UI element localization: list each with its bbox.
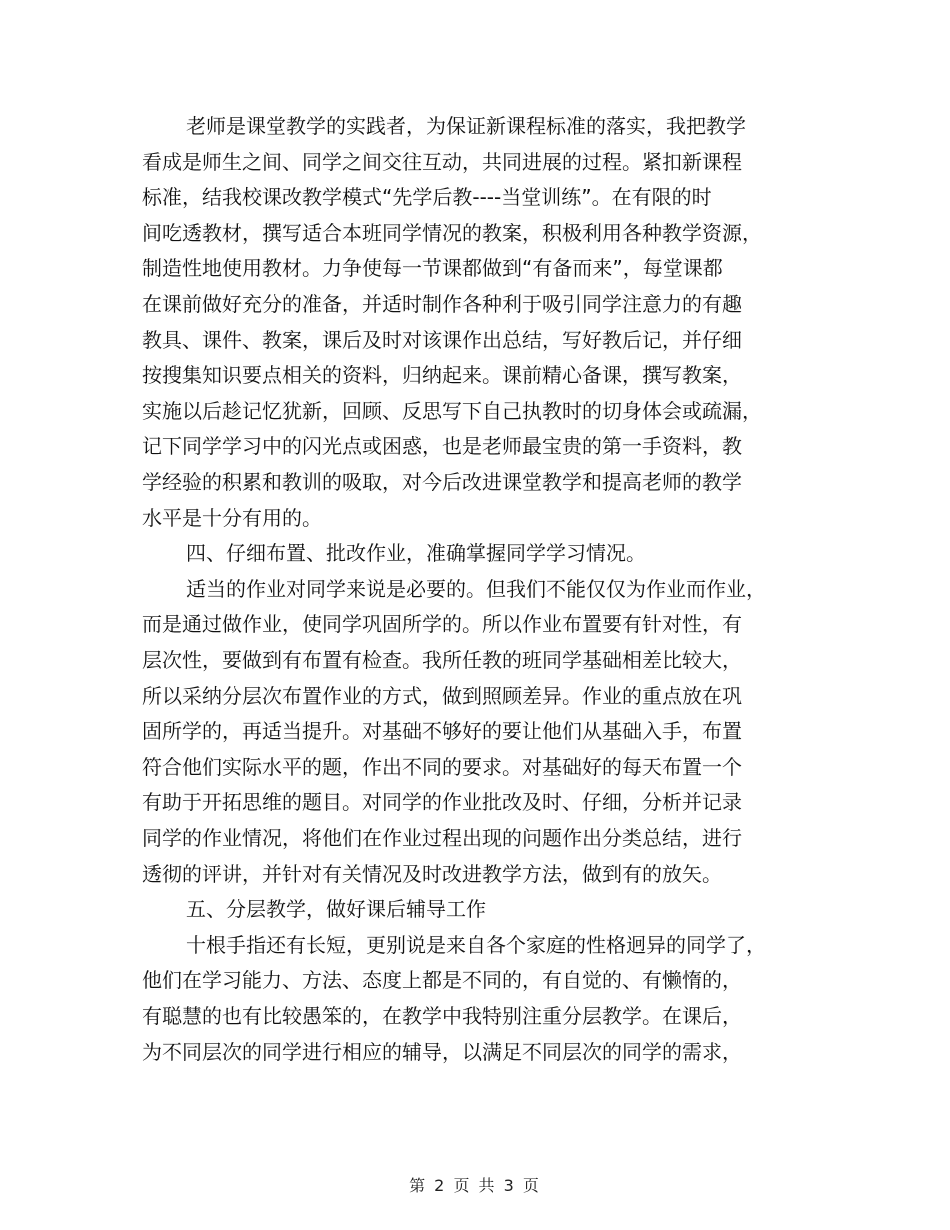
body-line: 按搜集知识要点相关的资料，归纳起来。课前精心备课，撰写教案， [142,363,742,388]
body-line: 有助于开拓思维的题目。对同学的作业批改及时、仔细，分析并记录 [142,790,742,815]
body-line: 为不同层次的同学进行相应的辅导，以满足不同层次的同学的需求， [142,1039,742,1064]
body-line: 学经验的积累和教训的吸取，对今后改进课堂教学和提高老师的教学 [142,470,742,494]
body-line: 同学的作业情况，将他们在作业过程出现的问题作出分类总结，进行 [142,826,742,850]
body-line: 记下同学学习中的闪光点或困惑，也是老师最宝贵的第一手资料，教 [142,434,742,459]
section-heading: 四、仔细布置、批改作业，准确掌握同学学习情况。 [186,541,646,566]
body-line: 在课前做好充分的准备，并适时制作各种利于吸引同学注意力的有趣 [142,292,742,316]
body-line: 水平是十分有用的。 [142,505,322,530]
body-line: 他们在学习能力、方法、态度上都是不同的，有自觉的、有懒惰的， [142,968,742,993]
page-footer: 第 2 页 共 3 页 [409,1176,541,1195]
body-line: 所以采纳分层次布置作业的方式，做到照顾差异。作业的重点放在巩 [142,683,742,708]
body-line: 十根手指还有长短，更别说是来自各个家庭的性格迥异的同学了， [186,932,766,957]
body-line: 固所学的，再适当提升。对基础不够好的要让他们从基础入手，布置 [142,719,742,744]
body-line: 标准，结我校课改教学模式“先学后教----当堂训练”。在有限的时 [142,185,712,210]
body-line: 教具、课件、教案，课后及时对该课作出总结，写好教后记，并仔细 [142,327,742,352]
body-line: 实施以后趁记忆犹新，回顾、反思写下自己执教时的切身体会或疏漏， [142,398,762,423]
body-line: 老师是课堂教学的实践者，为保证新课程标准的落实，我把教学 [186,114,746,138]
body-line: 间吃透教材，撰写适合本班同学情况的教案，积极利用各种教学资源， [142,220,762,245]
body-line: 有聪慧的也有比较愚笨的，在教学中我特别注重分层教学。在课后， [142,1004,742,1028]
body-line: 看成是师生之间、同学之间交往互动，共同进展的过程。紧扣新课程 [142,149,742,174]
body-line: 层次性，要做到有布置有检查。我所任教的班同学基础相差比较大， [142,648,742,672]
body-line: 制造性地使用教材。力争使每一节课都做到“有备而来”，每堂课都 [142,256,723,281]
body-line: 符合他们实际水平的题，作出不同的要求。对基础好的每天布置一个 [142,754,742,779]
body-line: 适当的作业对同学来说是必要的。但我们不能仅仅为作业而作业， [186,576,766,601]
body-line: 透彻的评讲，并针对有关情况及时改进教学方法，做到有的放矢。 [142,861,722,886]
body-line: 而是通过做作业，使同学巩固所学的。所以作业布置要有针对性，有 [142,612,742,637]
section-heading: 五、分层教学，做好课后辅导工作 [186,897,486,922]
